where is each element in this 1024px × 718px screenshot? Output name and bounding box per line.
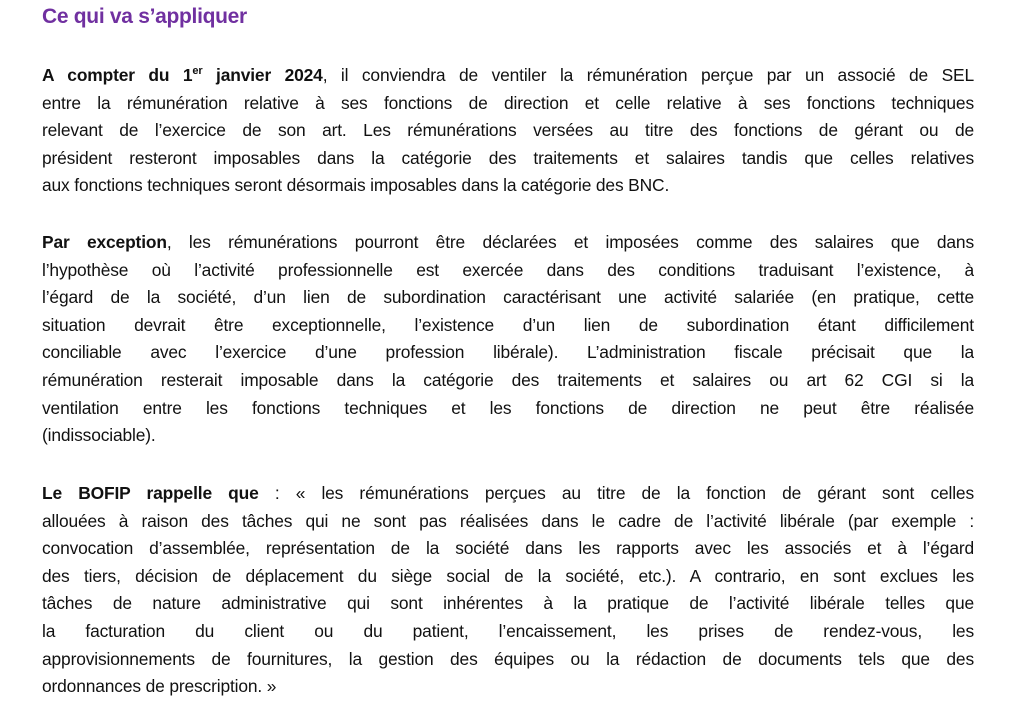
paragraph-line: relevant de l’exercice de son art. Les rémunérations versées au titre des fonctions de gérant ou de: [42, 120, 974, 141]
paragraph-line: situation devrait être exceptionnelle, l’existence d’un lien de subordination étant difficilement: [42, 314, 974, 335]
paragraph-line: tâches de nature administrative qui sont inhérentes à la pratique de l’activité libérale telles que: [42, 593, 974, 614]
paragraph-line: approvisionnements de fournitures, la gestion des équipes ou la rédaction de documents tels que des: [42, 648, 974, 669]
paragraph-line: rémunération resterait imposable dans la catégorie des traitements et salaires ou art 62 CGI si la: [42, 369, 974, 390]
paragraph-line: allouées à raison des tâches qui ne sont pas réalisées dans le cadre de l’activité libérale (par exemple :: [42, 510, 974, 531]
paragraph-line: [42, 480, 974, 508]
line-text: : « les rémunérations perçues au titre de la fonction de gérant sont celles: [258, 483, 974, 503]
paragraph-line: conciliable avec l’exercice d’une profession libérale). L’administration fiscale précisait que la: [42, 342, 974, 363]
paragraph-line: aux fonctions techniques seront désormais imposables dans la catégorie des BNC.: [42, 175, 670, 196]
paragraph-line: [42, 229, 974, 257]
paragraph-line: l’hypothèse où l’activité professionnelle est exercée dans des conditions traduisant l’existence, à: [42, 259, 974, 280]
section-heading: Ce qui va s’appliquer: [42, 5, 247, 28]
line-text: , les rémunérations pourront être déclarées et imposées comme des salaires que dans: [166, 232, 974, 252]
paragraph-line: président resteront imposables dans la catégorie des traitements et salaires tandis que celles relatives: [42, 147, 974, 168]
paragraph-line: [42, 62, 974, 90]
paragraph-line: entre la rémunération relative à ses fonctions de direction et celle relative à ses fonctions techniques: [42, 92, 974, 113]
paragraph-line: convocation d’assemblée, représentation de la société dans les rapports avec les associés et à l’égard: [42, 538, 974, 559]
line-text: , il conviendra de ventiler la rémunération perçue par un associé de SEL: [322, 65, 974, 85]
paragraph-exception: [42, 229, 974, 450]
ordinal-superscript: er: [192, 65, 203, 78]
paragraph-application-date: [42, 62, 974, 200]
paragraph-bofip: [42, 480, 974, 701]
paragraph-line: ventilation entre les fonctions techniques et les fonctions de direction ne peut être réalisée: [42, 397, 974, 418]
paragraph-line: ordonnances de prescription. »: [42, 676, 277, 697]
bold-lead: A compter du 1er janvier 2024: [42, 65, 323, 85]
paragraph-line: la facturation du client ou du patient, l’encaissement, les prises de rendez-vous, les: [42, 620, 974, 641]
paragraph-line: (indissociable).: [42, 425, 156, 446]
paragraph-line: l’égard de la société, d’un lien de subordination caractérisant une activité salariée (en pratique, cette: [42, 287, 974, 308]
paragraph-line: des tiers, décision de déplacement du siège social de la société, etc.). A contrario, en sont exclues les: [42, 565, 974, 586]
bold-lead: Par exception: [42, 232, 167, 252]
bold-lead: Le BOFIP rappelle que: [42, 483, 259, 503]
